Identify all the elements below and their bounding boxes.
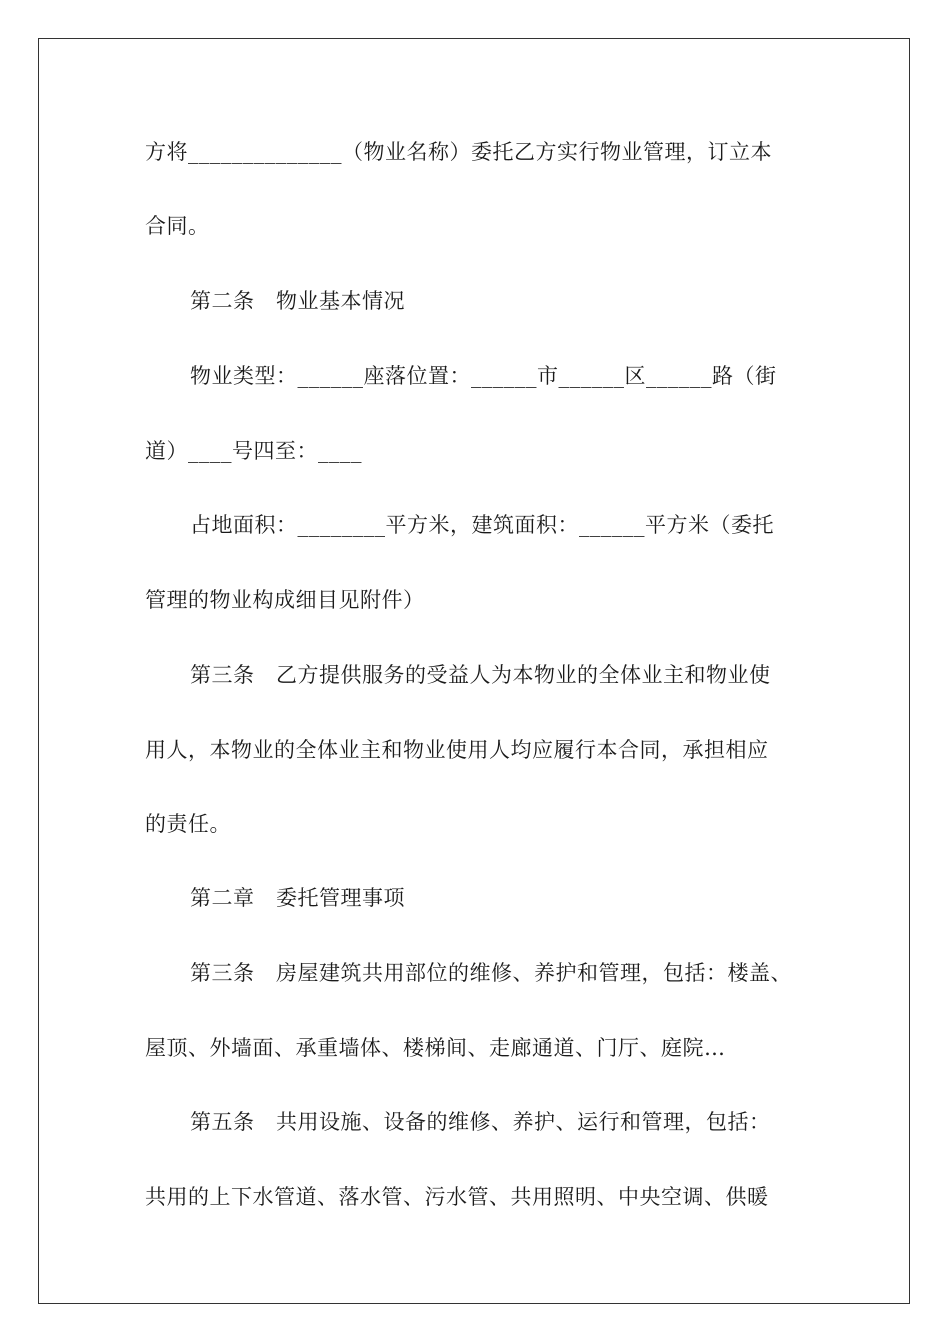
article-heading: 第二条 物业基本情况 (190, 289, 405, 313)
text-line: 占地面积：________平方米，建筑面积：______平方米（委托 (190, 513, 774, 537)
text-line: 屋顶、外墙面、承重墙体、楼梯间、走廊通道、门厅、庭院… (145, 1036, 726, 1060)
text-line: 道）____号四至：____ (145, 439, 362, 463)
text-line: 的责任。 (145, 812, 231, 836)
text-line: 管理的物业构成细目见附件） (145, 588, 425, 612)
text-line: 物业类型：______座落位置：______市______区______路（街 (190, 364, 777, 388)
text-line: 方将______________（物业名称）委托乙方实行物业管理，订立本 (145, 140, 772, 164)
chapter-heading: 第二章 委托管理事项 (190, 886, 405, 910)
text-line: 第三条 乙方提供服务的受益人为本物业的全体业主和物业使 (190, 663, 771, 687)
text-line: 共用的上下水管道、落水管、污水管、共用照明、中央空调、供暖 (145, 1185, 769, 1209)
text-line: 第三条 房屋建筑共用部位的维修、养护和管理，包括：楼盖、 (190, 961, 792, 985)
text-line: 第五条 共用设施、设备的维修、养护、运行和管理，包括： (190, 1110, 771, 1134)
text-line: 合同。 (145, 214, 210, 238)
text-line: 用人，本物业的全体业主和物业使用人均应履行本合同，承担相应 (145, 738, 769, 762)
